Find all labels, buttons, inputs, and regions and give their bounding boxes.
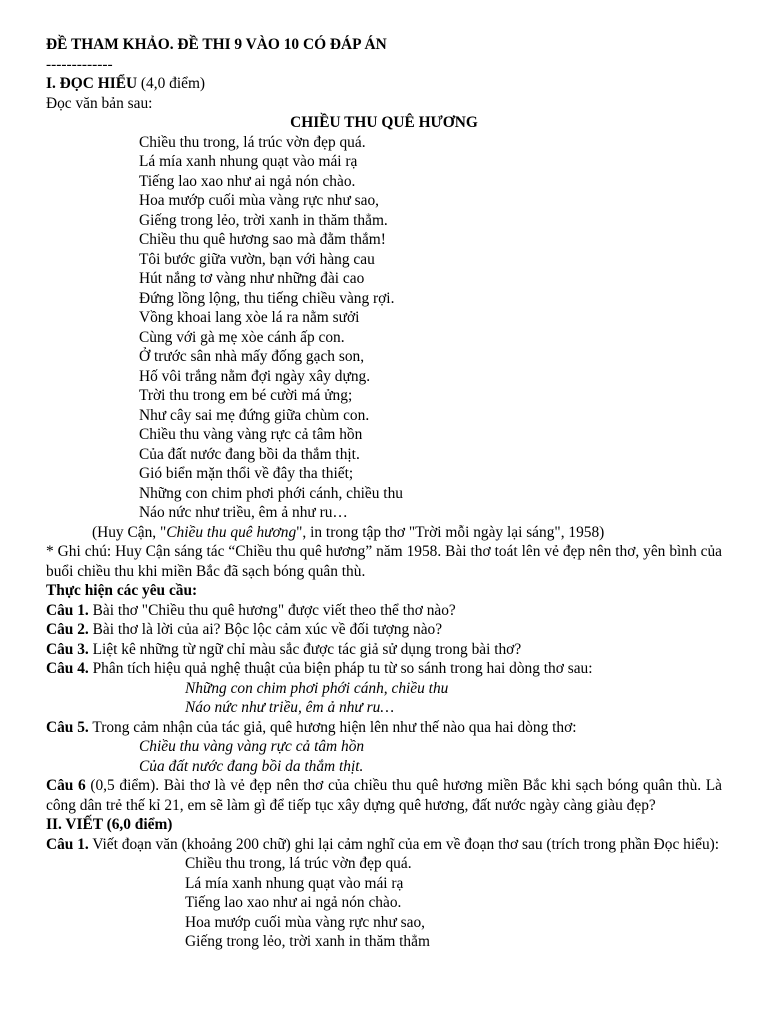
poem-line: Chiều thu vàng vàng rực cả tâm hồn [139, 426, 363, 443]
poem-line: Hố vôi trắng nằm đợi ngày xây dựng. [139, 367, 371, 385]
document-title: ĐỀ THAM KHẢO. ĐỀ THI 9 VÀO 10 CÓ ĐÁP ÁN [46, 36, 387, 53]
part1-score: (4,0 điểm) [137, 75, 206, 92]
question-text: Phân tích hiệu quả nghệ thuật của biện pháp tu từ so sánh trong hai dòng thơ sau: [88, 660, 593, 677]
poem-line: Của đất nước đang bồi da thắm thịt. [139, 445, 360, 463]
question-4 [46, 659, 722, 679]
excerpt-line: Giếng trong lẻo, trời xanh in thăm thẳm [185, 933, 430, 950]
question-text: Viết đoạn văn (khoảng 200 chữ) ghi lại cảm nghĩ của em về đoạn thơ sau (trích trong phần Đọc hiểu): [88, 835, 720, 853]
poem-excerpt [46, 854, 722, 952]
poem-citation [46, 523, 722, 543]
q4-quote-line: Những con chim phơi phới cánh, chiều thu [185, 679, 449, 697]
poem-line: Những con chim phơi phới cánh, chiều thu [139, 484, 403, 502]
question-text: Bài thơ là lời của ai? Bộc lộc cảm xúc về đối tượng nào? [88, 621, 443, 638]
question-label: Câu 6 [46, 777, 86, 794]
poem-line: Như cây sai mẹ đứng giữa chùm con. [139, 406, 370, 424]
question-5 [46, 718, 722, 738]
part1-title: I. ĐỌC HIỂU [46, 75, 138, 92]
question-text: Bài thơ "Chiều thu quê hương" được viết theo thể thơ nào? [88, 601, 456, 619]
poem-line: Ở trước sân nhà mấy đống gạch son, [139, 348, 365, 365]
part1-intro: Đọc văn bản sau: [46, 94, 153, 112]
question-label: Câu 1. [46, 601, 89, 619]
poem-line: Giếng trong lẻo, trời xanh in thăm thẳm. [139, 211, 388, 229]
question-1 [46, 601, 722, 621]
poem-line: Chiều thu trong, lá trúc vờn đẹp quá. [139, 133, 366, 151]
question-3 [46, 640, 722, 660]
excerpt-line: Tiếng lao xao như ai ngả nón chào. [185, 894, 402, 911]
poem-line: Gió biển mặn thổi về đây tha thiết; [139, 465, 354, 482]
poem-line: Đứng lồng lộng, thu tiếng chiều vàng rợi. [139, 289, 395, 307]
question-text: Liệt kê những từ ngữ chỉ màu sắc được tác giả sử dụng trong bài thơ? [88, 640, 522, 658]
poem-line: Cùng với gà mẹ xòe cánh ấp con. [139, 328, 345, 346]
poem-title: CHIỀU THU QUÊ HƯƠNG [290, 114, 478, 131]
excerpt-line: Lá mía xanh nhung quạt vào mái rạ [185, 874, 404, 892]
question-text: Trong cảm nhận của tác giả, quê hương hiện lên như thế nào qua hai dòng thơ: [88, 718, 577, 736]
part1-heading [46, 74, 722, 94]
question-label: Câu 1. [46, 835, 89, 853]
citation-suffix: ", in trong tập thơ "Trời mỗi ngày lại sáng", 1958) [296, 523, 605, 541]
question-text: (0,5 điểm). Bài thơ là vẻ đẹp nên thơ của chiều thu quê hương miền Bắc khi sạch bóng quân thù. Là công dân trẻ thế kỉ 21, em sẽ làm gì để tiếp tục xây dựng quê hương, đất nước ngày càng giàu đẹp? [46, 777, 722, 814]
poem-line: Hút nắng tơ vàng như những đài cao [139, 270, 365, 287]
poem-line: Náo nức như triều, êm ả như ru… [139, 504, 348, 521]
document-page [46, 35, 722, 952]
question-2 [46, 620, 722, 640]
poem-body [46, 133, 722, 523]
q4-quote-line: Náo nức như triều, êm ả như ru… [185, 699, 395, 716]
poem-line: Hoa mướp cuối mùa vàng rực như sao, [139, 192, 380, 209]
part2-heading: II. VIẾT (6,0 điểm) [46, 816, 173, 833]
question-label: Câu 5. [46, 718, 89, 736]
note-paragraph: * Ghi chú: Huy Cận sáng tác “Chiều thu quê hương” năm 1958. Bài thơ toát lên vẻ đẹp nên thơ, yên bình của buổi chiều thu khi miền Bắc đã sạch bóng quân thù. [46, 543, 722, 580]
question-6 [46, 776, 722, 815]
requirements-heading: Thực hiện các yêu cầu: [46, 582, 198, 599]
excerpt-line: Hoa mướp cuối mùa vàng rực như sao, [185, 913, 426, 931]
q5-quote-line: Chiều thu vàng vàng rực cả tâm hồn [139, 738, 365, 755]
citation-prefix: (Huy Cận, " [92, 523, 167, 541]
excerpt-line: Chiều thu trong, lá trúc vờn đẹp quá. [185, 855, 412, 872]
question-label: Câu 4. [46, 660, 89, 677]
poem-line: Tiếng lao xao như ai ngả nón chào. [139, 172, 356, 190]
poem-line: Vồng khoai lang xòe lá ra nằm sưởi [139, 309, 360, 326]
poem-line: Tôi bước giữa vườn, bạn với hàng cau [139, 250, 375, 268]
poem-line: Lá mía xanh nhung quạt vào mái rạ [139, 153, 358, 170]
q5-quote-line: Của đất nước đang bồi da thắm thịt. [139, 757, 364, 775]
separator-line: ------------- [46, 55, 113, 73]
question-label: Câu 2. [46, 621, 89, 638]
part2-question-1 [46, 835, 722, 855]
citation-title: Chiều thu quê hương [166, 523, 297, 541]
poem-line: Trời thu trong em bé cười má ửng; [139, 387, 353, 404]
poem-line: Chiều thu quê hương sao mà đằm thắm! [139, 231, 386, 248]
question-label: Câu 3. [46, 640, 89, 658]
